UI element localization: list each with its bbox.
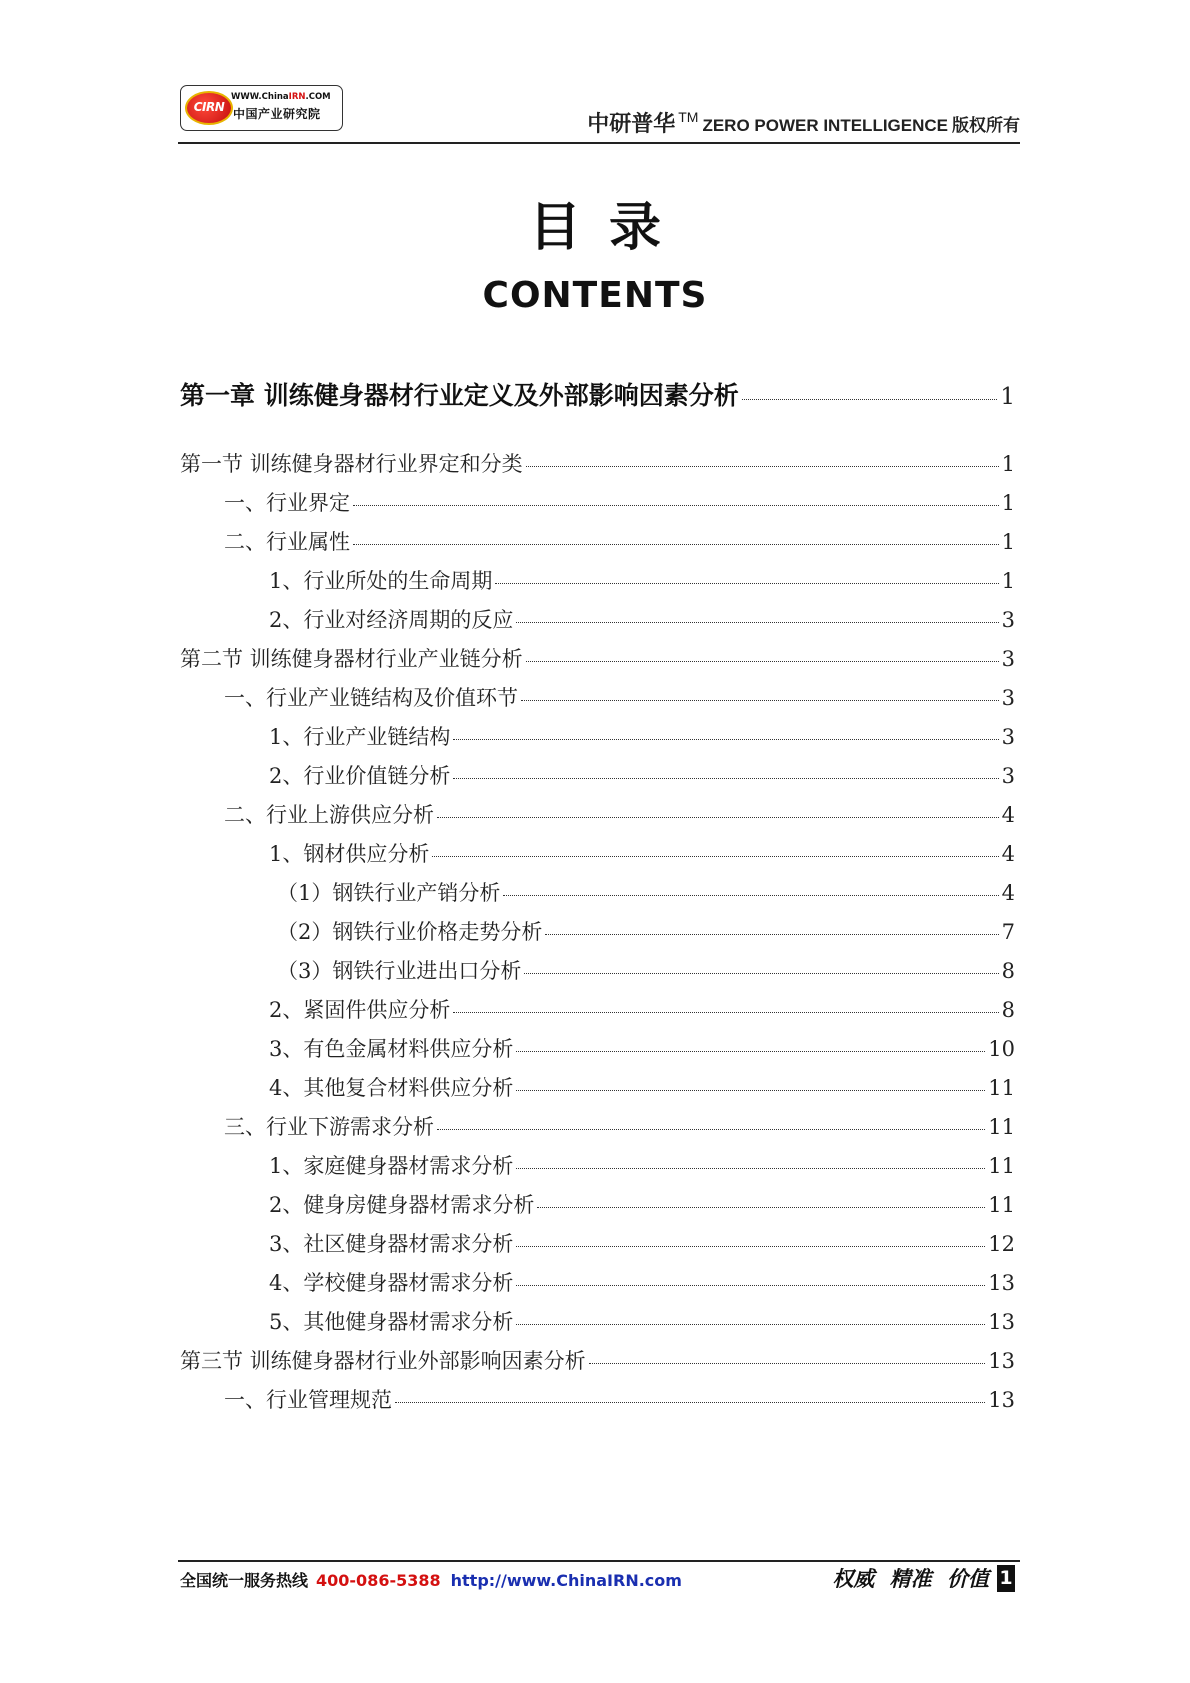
logo-name: 中国产业研究院	[233, 107, 321, 121]
toc-entry-title: 三、行业下游需求分析	[224, 1115, 434, 1139]
toc-entry-title: 2、行业价值链分析	[269, 764, 451, 788]
toc-entry-title: 2、行业对经济周期的反应	[269, 608, 514, 632]
brand-en: ZERO POWER INTELLIGENCE	[702, 116, 948, 135]
toc-entry-page: 8	[1001, 959, 1015, 983]
toc-entry-title: 4、学校健身器材需求分析	[269, 1271, 514, 1295]
toc-entry-page: 1	[1000, 384, 1015, 410]
trademark: TM	[678, 109, 699, 125]
footer-right	[832, 1563, 1015, 1593]
toc-entry-title: 二、行业属性	[224, 530, 350, 554]
toc-entry[interactable]	[180, 1111, 1015, 1141]
company-logo	[180, 85, 343, 131]
toc-entry-title: 1、钢材供应分析	[269, 842, 430, 866]
toc-entry[interactable]	[180, 682, 1015, 712]
toc-entry[interactable]	[180, 1072, 1015, 1102]
toc-dot-leader	[453, 1012, 998, 1013]
toc-entry-page: 4	[1001, 881, 1015, 905]
toc-dot-leader	[516, 1246, 985, 1247]
toc-dot-leader	[521, 700, 999, 701]
toc-entry[interactable]	[180, 565, 1015, 595]
toc-dot-leader	[516, 1090, 985, 1091]
toc-entry-page: 11	[988, 1115, 1015, 1139]
toc-entry-page: 12	[988, 1232, 1015, 1256]
toc-dot-leader	[437, 1129, 985, 1130]
logo-url: WWW.ChinaIRN.COM	[231, 92, 331, 102]
toc-entry-page: 3	[1001, 647, 1015, 671]
toc-entry-title: 4、其他复合材料供应分析	[269, 1076, 514, 1100]
toc-entry-title: 2、紧固件供应分析	[269, 998, 451, 1022]
toc-dot-leader	[516, 1168, 985, 1169]
footer-divider	[178, 1560, 1020, 1562]
toc-entry[interactable]	[180, 1345, 1015, 1375]
toc-dot-leader	[395, 1402, 985, 1403]
toc-entry-page: 7	[1001, 920, 1015, 944]
toc-dot-leader	[516, 1051, 985, 1052]
toc-dot-leader	[589, 1363, 986, 1364]
toc-entry-page: 3	[1001, 608, 1015, 632]
logo-badge: CIRN	[185, 91, 233, 125]
toc-entry-title: 一、行业界定	[224, 491, 350, 515]
header-brand	[587, 107, 1020, 138]
toc-dot-leader	[742, 399, 998, 400]
toc-entry-page: 11	[988, 1076, 1015, 1100]
toc-entry-page: 10	[988, 1037, 1015, 1061]
toc-dot-leader	[503, 895, 998, 896]
toc-dot-leader	[437, 817, 999, 818]
toc-entry[interactable]	[180, 487, 1015, 517]
hotline-phone: 400-086-5388	[316, 1571, 441, 1590]
page-number: 1	[997, 1565, 1015, 1592]
toc-entry-title: 二、行业上游供应分析	[224, 803, 434, 827]
toc-entry[interactable]	[180, 838, 1015, 868]
toc-entry-page: 13	[988, 1310, 1015, 1334]
footer-contact	[180, 1568, 682, 1591]
toc-entry-title: 第三节 训练健身器材行业外部影响因素分析	[180, 1349, 586, 1373]
toc-entry-page: 1	[1001, 491, 1015, 515]
page-subtitle: CONTENTS	[482, 275, 708, 316]
toc-entry[interactable]	[180, 877, 1015, 907]
toc-dot-leader	[353, 544, 999, 545]
toc-entry[interactable]	[180, 1267, 1015, 1297]
toc-entry-page: 3	[1001, 725, 1015, 749]
copyright-text: 版权所有	[952, 116, 1020, 136]
toc-dot-leader	[453, 778, 998, 779]
toc-entry-title: 第一章 训练健身器材行业定义及外部影响因素分析	[180, 381, 739, 410]
toc-dot-leader	[516, 622, 998, 623]
toc-entry-title: 第一节 训练健身器材行业界定和分类	[180, 452, 523, 476]
toc-dot-leader	[526, 661, 999, 662]
toc-entry-title: 一、行业管理规范	[224, 1388, 392, 1412]
header-divider	[178, 142, 1020, 144]
toc-dot-leader	[432, 856, 998, 857]
toc-entry-title: （2）钢铁行业价格走势分析	[277, 920, 543, 944]
toc-entry-title: 2、健身房健身器材需求分析	[269, 1193, 535, 1217]
brand-cn: 中研普华	[587, 111, 676, 137]
toc-entry[interactable]	[180, 760, 1015, 790]
toc-entry-title: 1、家庭健身器材需求分析	[269, 1154, 514, 1178]
toc-entry-page: 11	[988, 1154, 1015, 1178]
toc-entry[interactable]	[180, 604, 1015, 634]
toc-entry[interactable]	[180, 1150, 1015, 1180]
toc-entry[interactable]	[180, 799, 1015, 829]
toc-entry-page: 13	[988, 1271, 1015, 1295]
toc-entry-page: 4	[1001, 842, 1015, 866]
toc-entry-page: 13	[988, 1349, 1015, 1373]
toc-entry-title: 1、行业所处的生命周期	[269, 569, 493, 593]
toc-entry[interactable]	[180, 955, 1015, 985]
toc-entry-page: 11	[988, 1193, 1015, 1217]
toc-dot-leader	[516, 1324, 985, 1325]
toc-entry[interactable]	[180, 1189, 1015, 1219]
toc-entry-page: 1	[1001, 452, 1015, 476]
toc-entry-page: 4	[1001, 803, 1015, 827]
toc-entry-page: 3	[1001, 764, 1015, 788]
toc-entry[interactable]	[180, 376, 1015, 410]
website-link[interactable]: http://www.ChinaIRN.com	[450, 1571, 682, 1590]
toc-dot-leader	[516, 1285, 985, 1286]
toc-entry-title: 一、行业产业链结构及价值环节	[224, 686, 518, 710]
toc-dot-leader	[526, 466, 999, 467]
toc-entry-title: 5、其他健身器材需求分析	[269, 1310, 514, 1334]
toc-entry[interactable]	[180, 721, 1015, 751]
toc-entry-page: 8	[1001, 998, 1015, 1022]
toc-entry-title: 3、有色金属材料供应分析	[269, 1037, 514, 1061]
toc-dot-leader	[353, 505, 999, 506]
toc-entry-page: 3	[1001, 686, 1015, 710]
toc-entry[interactable]	[180, 916, 1015, 946]
toc-dot-leader	[524, 973, 998, 974]
toc-entry-title: 3、社区健身器材需求分析	[269, 1232, 514, 1256]
toc-entry[interactable]	[180, 1228, 1015, 1258]
toc-entry-title: 1、行业产业链结构	[269, 725, 451, 749]
toc-entry-title: 第二节 训练健身器材行业产业链分析	[180, 647, 523, 671]
toc-entry-title: （1）钢铁行业产销分析	[277, 881, 501, 905]
toc-entry[interactable]	[180, 526, 1015, 556]
toc-entry[interactable]	[180, 643, 1015, 673]
toc-entry-title: （3）钢铁行业进出口分析	[277, 959, 522, 983]
toc-entry-page: 13	[988, 1388, 1015, 1412]
toc-entry[interactable]	[180, 1033, 1015, 1063]
page-title: 目录	[528, 198, 689, 258]
toc-entry[interactable]	[180, 448, 1015, 478]
toc-entry[interactable]	[180, 1306, 1015, 1336]
hotline-label: 全国统一服务热线	[180, 1571, 309, 1590]
toc-dot-leader	[495, 583, 998, 584]
toc-entry[interactable]	[180, 994, 1015, 1024]
toc-dot-leader	[537, 1207, 985, 1208]
toc-entry[interactable]	[180, 1384, 1015, 1414]
toc-dot-leader	[453, 739, 998, 740]
footer-slogan: 权威 精准 价值	[832, 1567, 989, 1591]
toc-dot-leader	[545, 934, 998, 935]
toc-entry-page: 1	[1001, 530, 1015, 554]
toc-entry-page: 1	[1001, 569, 1015, 593]
